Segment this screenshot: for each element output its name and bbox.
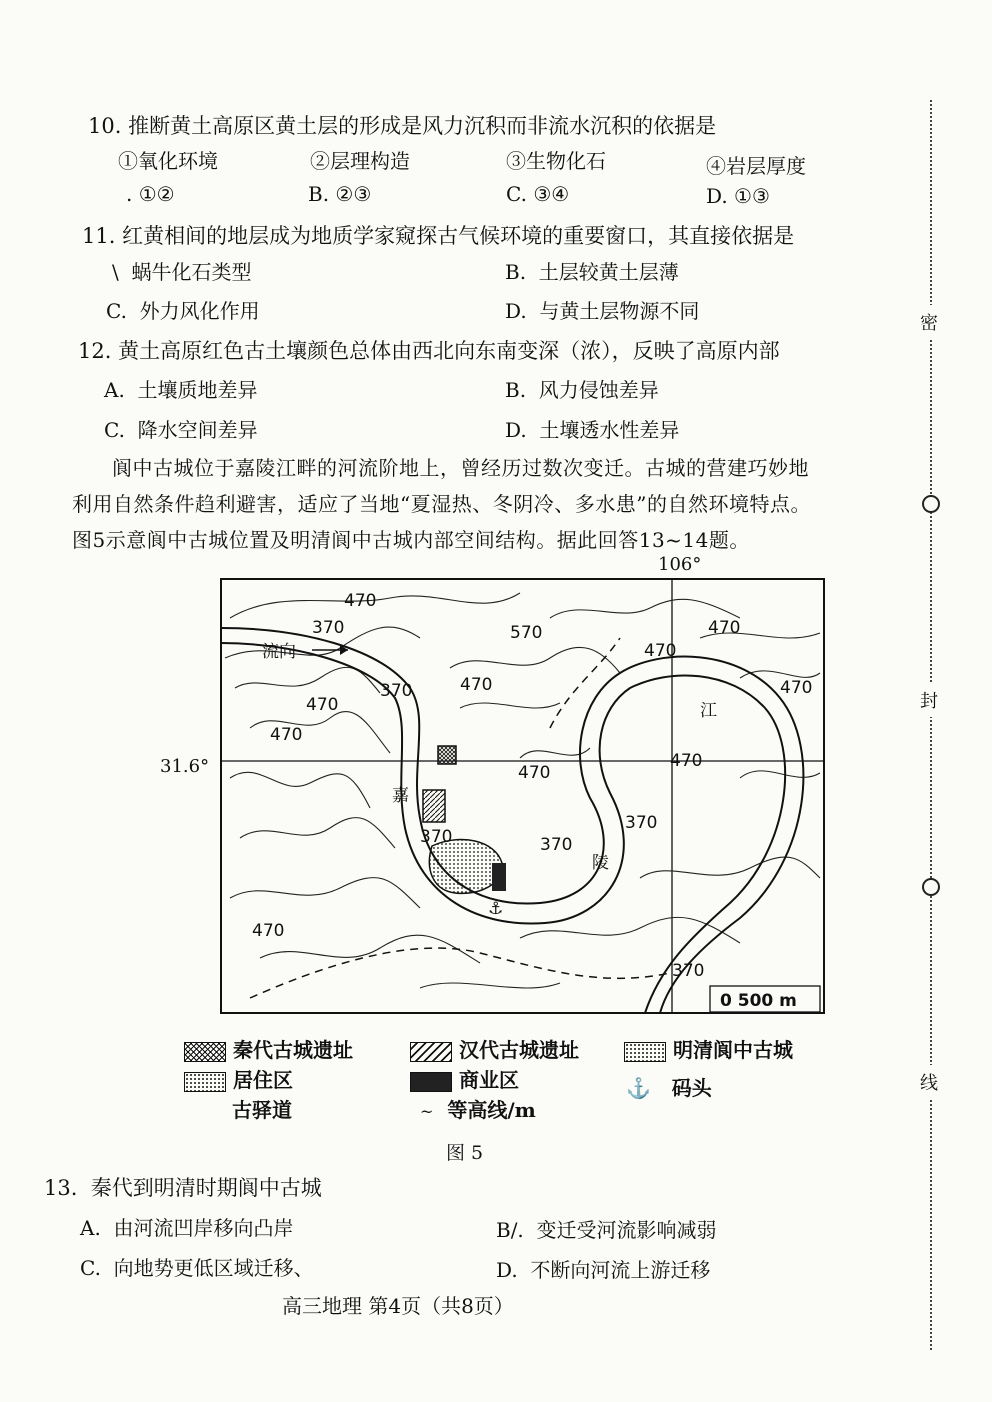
- question-number: 11.: [82, 224, 116, 248]
- legend-qin-label: 秦代古城遗址: [232, 1038, 353, 1062]
- option-text: 风力侵蚀差异: [538, 378, 659, 402]
- page-footer: 高三地理 第4页（共8页）: [282, 1294, 514, 1318]
- flow-label: 流向: [262, 642, 296, 662]
- question-number: 12.: [78, 339, 112, 363]
- option-text: 不断向河流上游迁移: [530, 1258, 711, 1282]
- option-label: B.: [505, 260, 527, 284]
- river-char-jia: 嘉: [392, 786, 409, 806]
- latitude-label: 31.6°: [160, 756, 210, 777]
- passage-line-3: 图5示意阆中古城位置及明清阆中古城内部空间结构。据此回答13~14题。: [72, 528, 750, 552]
- side-circle: [922, 878, 940, 896]
- legend-commercial-label: 商业区: [458, 1068, 519, 1092]
- contour-label: 370: [625, 813, 658, 833]
- option-label: B/.: [496, 1218, 524, 1242]
- side-char-mi: 密: [920, 305, 938, 339]
- question-11: [82, 220, 794, 250]
- contour-label: 470: [644, 641, 677, 661]
- option-label: D.: [505, 299, 527, 323]
- map-frame: [221, 579, 824, 1013]
- legend-dock-label: 码头: [671, 1076, 712, 1100]
- figure-caption: 图 5: [446, 1142, 484, 1164]
- option-text: 土壤质地差异: [137, 378, 258, 402]
- option-d[interactable]: [505, 414, 679, 443]
- option-label: C.: [104, 418, 125, 442]
- item-1: ①氧化环境: [118, 149, 218, 173]
- contour-label: 470: [344, 591, 377, 611]
- legend-han-swatch: [410, 1042, 452, 1062]
- option-b[interactable]: [505, 374, 659, 403]
- option-label: C.: [506, 182, 527, 206]
- side-char-xian: 线: [920, 1065, 938, 1099]
- option-text: 蜗牛化石类型: [131, 260, 252, 284]
- option-label: D.: [496, 1258, 518, 1282]
- mingqing-city-marker: [429, 840, 502, 894]
- legend-dock: [626, 1072, 712, 1101]
- option-a[interactable]: [80, 1212, 294, 1241]
- contour-label: 370: [380, 681, 413, 701]
- qin-site-marker: [438, 746, 456, 764]
- option-d[interactable]: [706, 184, 770, 208]
- question-stem: 黄土高原红色古土壤颜色总体由西北向东南变深（浓），反映了高原内部: [118, 339, 780, 363]
- legend-commercial-swatch: [410, 1072, 452, 1092]
- option-d[interactable]: [496, 1254, 710, 1283]
- item-4: ④岩层厚度: [706, 154, 806, 178]
- option-c[interactable]: [106, 295, 260, 324]
- longitude-label: 106°: [658, 554, 702, 575]
- legend-contour: [420, 1094, 536, 1123]
- legend-residential-swatch: [184, 1072, 226, 1092]
- legend-commercial: [410, 1064, 519, 1093]
- option-label: C.: [80, 1256, 101, 1280]
- contour-line-icon: ~: [420, 1102, 434, 1121]
- option-b[interactable]: [496, 1214, 717, 1243]
- legend-residential-label: 居住区: [232, 1068, 293, 1092]
- legend-contour-label: 等高线/m: [447, 1098, 536, 1122]
- option-text: 降水空间差异: [137, 418, 258, 442]
- option-text: 变迁受河流影响减弱: [536, 1218, 717, 1242]
- contour-label: 370: [420, 827, 453, 847]
- option-c[interactable]: [104, 414, 258, 443]
- contour-label: 470: [670, 751, 703, 771]
- option-c[interactable]: [80, 1252, 314, 1281]
- scale-text: 0 500 m: [720, 991, 797, 1011]
- option-label: A.: [80, 1216, 101, 1240]
- legend-han-label: 汉代古城遗址: [458, 1038, 579, 1062]
- option-label: A.: [104, 378, 125, 402]
- option-text: ①②: [138, 182, 175, 206]
- contour-label: 470: [708, 618, 741, 638]
- legend-mingqing: [624, 1034, 793, 1063]
- contour-label: 370: [312, 618, 345, 638]
- contour-label: 470: [780, 678, 813, 698]
- question-10: [88, 110, 716, 140]
- option-label: D.: [706, 184, 728, 208]
- anchor-icon: ⚓: [626, 1076, 651, 1100]
- option-a[interactable]: [126, 182, 175, 206]
- question-stem: 秦代到明清时期阆中古城: [90, 1176, 322, 1200]
- question-stem: 推断黄土高原区黄土层的形成是风力沉积而非流水沉积的依据是: [128, 114, 717, 138]
- question-13: [44, 1172, 322, 1202]
- option-label: D.: [505, 418, 527, 442]
- legend-qin: [184, 1034, 353, 1063]
- contour-label: 470: [518, 763, 551, 783]
- option-text: 土层较黄土层薄: [538, 260, 679, 284]
- option-text: 土壤透水性差异: [539, 418, 680, 442]
- legend-post-road: 古驿道: [232, 1098, 292, 1122]
- question-12: [78, 335, 780, 365]
- option-text: 由河流凹岸移向凸岸: [113, 1216, 294, 1240]
- dock-icon: ⚓: [488, 899, 504, 919]
- option-d[interactable]: [505, 295, 699, 324]
- legend-mingqing-swatch: [624, 1042, 666, 1062]
- passage-line-1: 阆中古城位于嘉陵江畔的河流阶地上，曾经历过数次变迁。古城的营建巧妙地: [112, 456, 809, 480]
- legend-residential: [184, 1064, 293, 1093]
- question-number: 13.: [44, 1176, 78, 1200]
- question-number: 10.: [88, 114, 122, 138]
- contour-label: 470: [306, 695, 339, 715]
- contour-label: 470: [252, 921, 285, 941]
- option-a[interactable]: [104, 374, 258, 403]
- option-text: ③④: [533, 182, 570, 206]
- binding-dotted-line: [930, 100, 933, 1350]
- option-text: 与黄土层物源不同: [539, 299, 700, 323]
- contour-map: [220, 578, 825, 1014]
- legend-mingqing-label: 明清阆中古城: [672, 1038, 793, 1062]
- option-label: .: [126, 182, 133, 206]
- contour-label: 370: [672, 961, 705, 981]
- river-char-jiang: 江: [700, 701, 717, 721]
- option-b[interactable]: [308, 182, 371, 206]
- option-c[interactable]: [506, 182, 569, 206]
- commercial-area-marker: [492, 863, 506, 891]
- item-2: ②层理构造: [310, 149, 410, 173]
- side-circle: [922, 495, 940, 513]
- option-b[interactable]: [505, 256, 679, 285]
- passage-line-2: 利用自然条件趋利避害，适应了当地“夏湿热、冬阴冷、多水患”的自然环境特点。: [72, 492, 811, 516]
- option-text: ②③: [335, 182, 372, 206]
- han-site-marker: [423, 790, 445, 822]
- question-stem: 红黄相间的地层成为地质学家窥探古气候环境的重要窗口，其直接依据是: [122, 224, 795, 248]
- option-label: B.: [308, 182, 330, 206]
- option-label: C.: [106, 299, 127, 323]
- contour-label: 470: [270, 725, 303, 745]
- option-text: 向地势更低区域迁移、: [113, 1256, 314, 1280]
- legend-qin-swatch: [184, 1042, 226, 1062]
- option-text: ①③: [734, 184, 770, 208]
- side-char-feng: 封: [920, 683, 938, 717]
- river-char-ling: 陵: [592, 853, 609, 873]
- item-3: ③生物化石: [506, 149, 606, 173]
- option-label: \: [112, 260, 119, 284]
- legend-han: [410, 1034, 579, 1063]
- option-text: 外力风化作用: [139, 299, 260, 323]
- contour-label: 370: [540, 835, 573, 855]
- contour-label: 570: [510, 623, 543, 643]
- contour-label: 470: [460, 675, 493, 695]
- option-label: B.: [505, 378, 527, 402]
- option-a[interactable]: [112, 256, 251, 285]
